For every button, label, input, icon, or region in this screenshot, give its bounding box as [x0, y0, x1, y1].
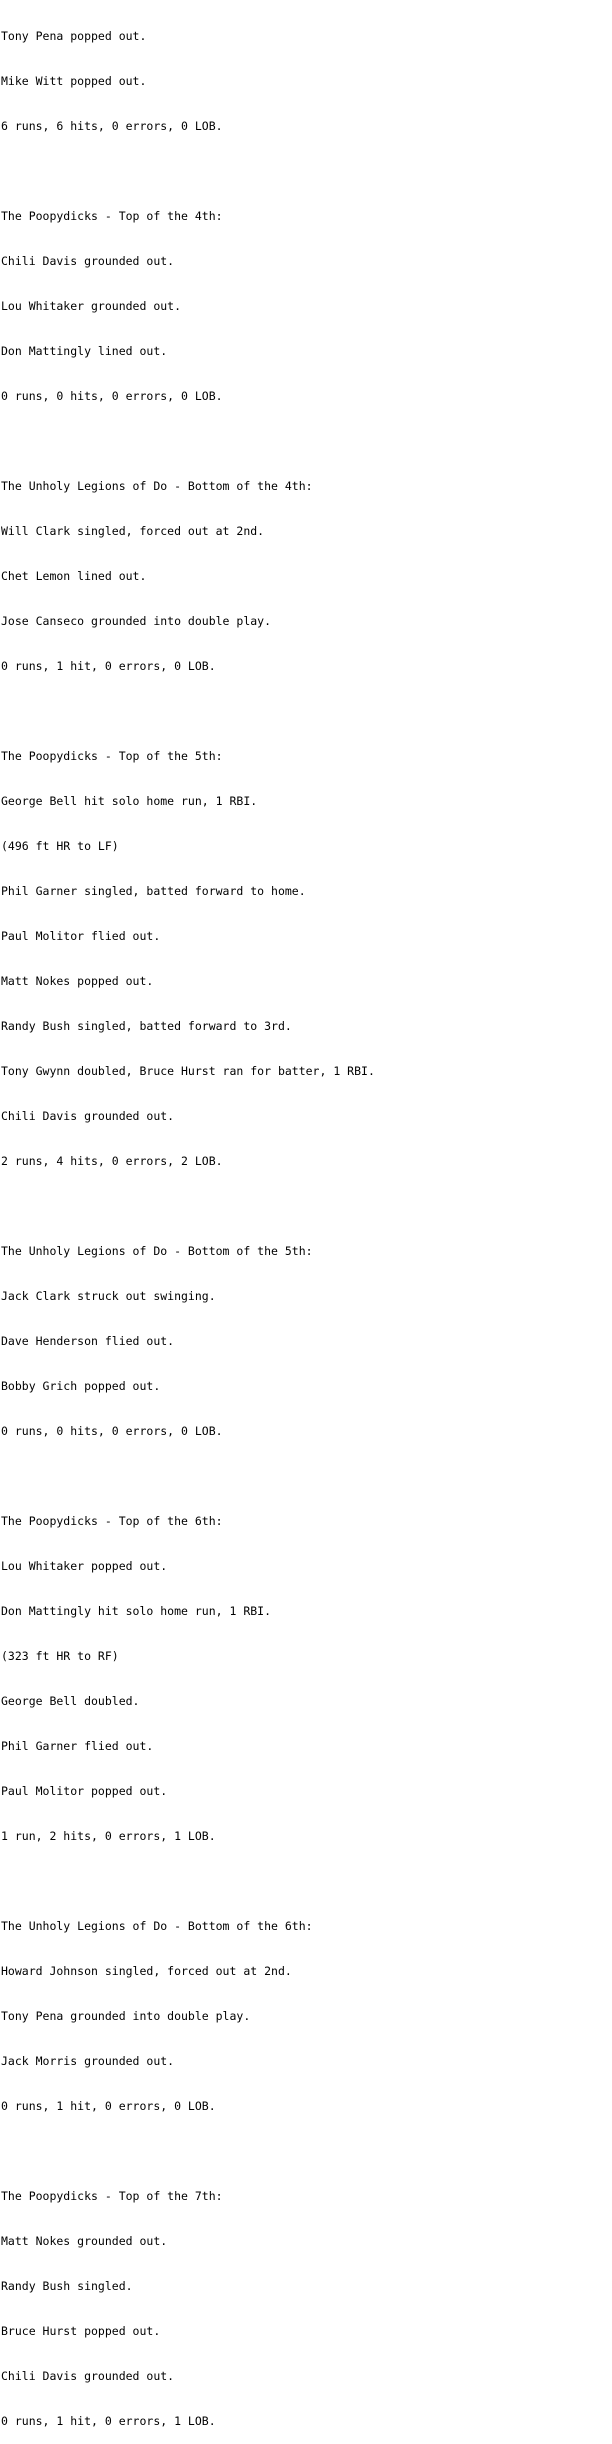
log-line: George Bell hit solo home run, 1 RBI.: [1, 794, 258, 808]
blank-line: [1, 434, 609, 449]
log-line: Tony Pena popped out.: [1, 29, 147, 43]
log-line: George Bell doubled.: [1, 1694, 140, 1708]
log-line: Lou Whitaker grounded out.: [1, 299, 182, 313]
log-line: Chili Davis grounded out.: [1, 1109, 175, 1123]
log-line: Bruce Hurst popped out.: [1, 2324, 161, 2338]
log-line: Chili Davis grounded out.: [1, 254, 175, 268]
blank-line: [1, 704, 609, 719]
log-line: Jack Morris grounded out.: [1, 2054, 175, 2068]
blank-line: [1, 1199, 609, 1214]
log-line: (496 ft HR to LF): [1, 839, 119, 853]
inning-header: The Poopydicks - Top of the 7th:: [1, 2189, 223, 2203]
inning-header: The Unholy Legions of Do - Bottom of the 6th:: [1, 1919, 313, 1933]
blank-line: [1, 1874, 609, 1889]
inning-header: The Unholy Legions of Do - Bottom of the 5th:: [1, 1244, 313, 1258]
blank-line: [1, 1469, 609, 1484]
log-line: Bobby Grich popped out.: [1, 1379, 161, 1393]
log-line: Matt Nokes grounded out.: [1, 2234, 168, 2248]
log-line: Jack Clark struck out swinging.: [1, 1289, 216, 1303]
log-line: Lou Whitaker popped out.: [1, 1559, 168, 1573]
blank-line: [1, 2144, 609, 2159]
log-line: Tony Gwynn doubled, Bruce Hurst ran for batter, 1 RBI.: [1, 1064, 375, 1078]
log-line: Tony Pena grounded into double play.: [1, 2009, 251, 2023]
inning-header: The Poopydicks - Top of the 5th:: [1, 749, 223, 763]
inning-summary: 2 runs, 4 hits, 0 errors, 2 LOB.: [1, 1154, 223, 1168]
inning-summary: 0 runs, 1 hit, 0 errors, 0 LOB.: [1, 659, 216, 673]
log-line: Chet Lemon lined out.: [1, 569, 147, 583]
log-line: Matt Nokes popped out.: [1, 974, 154, 988]
log-line: Randy Bush singled, batted forward to 3rd.: [1, 1019, 292, 1033]
log-line: Paul Molitor flied out.: [1, 929, 161, 943]
log-line: Chili Davis grounded out.: [1, 2369, 175, 2383]
log-line: Dave Henderson flied out.: [1, 1334, 175, 1348]
log-line: Randy Bush singled.: [1, 2279, 133, 2293]
blank-line: [1, 164, 609, 179]
inning-header: The Unholy Legions of Do - Bottom of the 4th:: [1, 479, 313, 493]
inning-header: The Poopydicks - Top of the 4th:: [1, 209, 223, 223]
inning-summary: 0 runs, 0 hits, 0 errors, 0 LOB.: [1, 389, 223, 403]
log-line: (323 ft HR to RF): [1, 1649, 119, 1663]
log-line: Don Mattingly lined out.: [1, 344, 168, 358]
log-line: Phil Garner flied out.: [1, 1739, 154, 1753]
inning-summary: 1 run, 2 hits, 0 errors, 1 LOB.: [1, 1829, 216, 1843]
log-line: Will Clark singled, forced out at 2nd.: [1, 524, 265, 538]
log-line: Jose Canseco grounded into double play.: [1, 614, 272, 628]
log-line: Howard Johnson singled, forced out at 2nd.: [1, 1964, 292, 1978]
inning-header: The Poopydicks - Top of the 6th:: [1, 1514, 223, 1528]
log-line: Paul Molitor popped out.: [1, 1784, 168, 1798]
inning-summary: 6 runs, 6 hits, 0 errors, 0 LOB.: [1, 119, 223, 133]
log-line: Mike Witt popped out.: [1, 74, 147, 88]
log-line: Phil Garner singled, batted forward to home.: [1, 884, 306, 898]
inning-summary: 0 runs, 1 hit, 0 errors, 1 LOB.: [1, 2414, 216, 2428]
inning-summary: 0 runs, 0 hits, 0 errors, 0 LOB.: [1, 1424, 223, 1438]
log-line: Don Mattingly hit solo home run, 1 RBI.: [1, 1604, 272, 1618]
play-by-play-log: [1, 0, 609, 2444]
inning-summary: 0 runs, 1 hit, 0 errors, 0 LOB.: [1, 2099, 216, 2113]
